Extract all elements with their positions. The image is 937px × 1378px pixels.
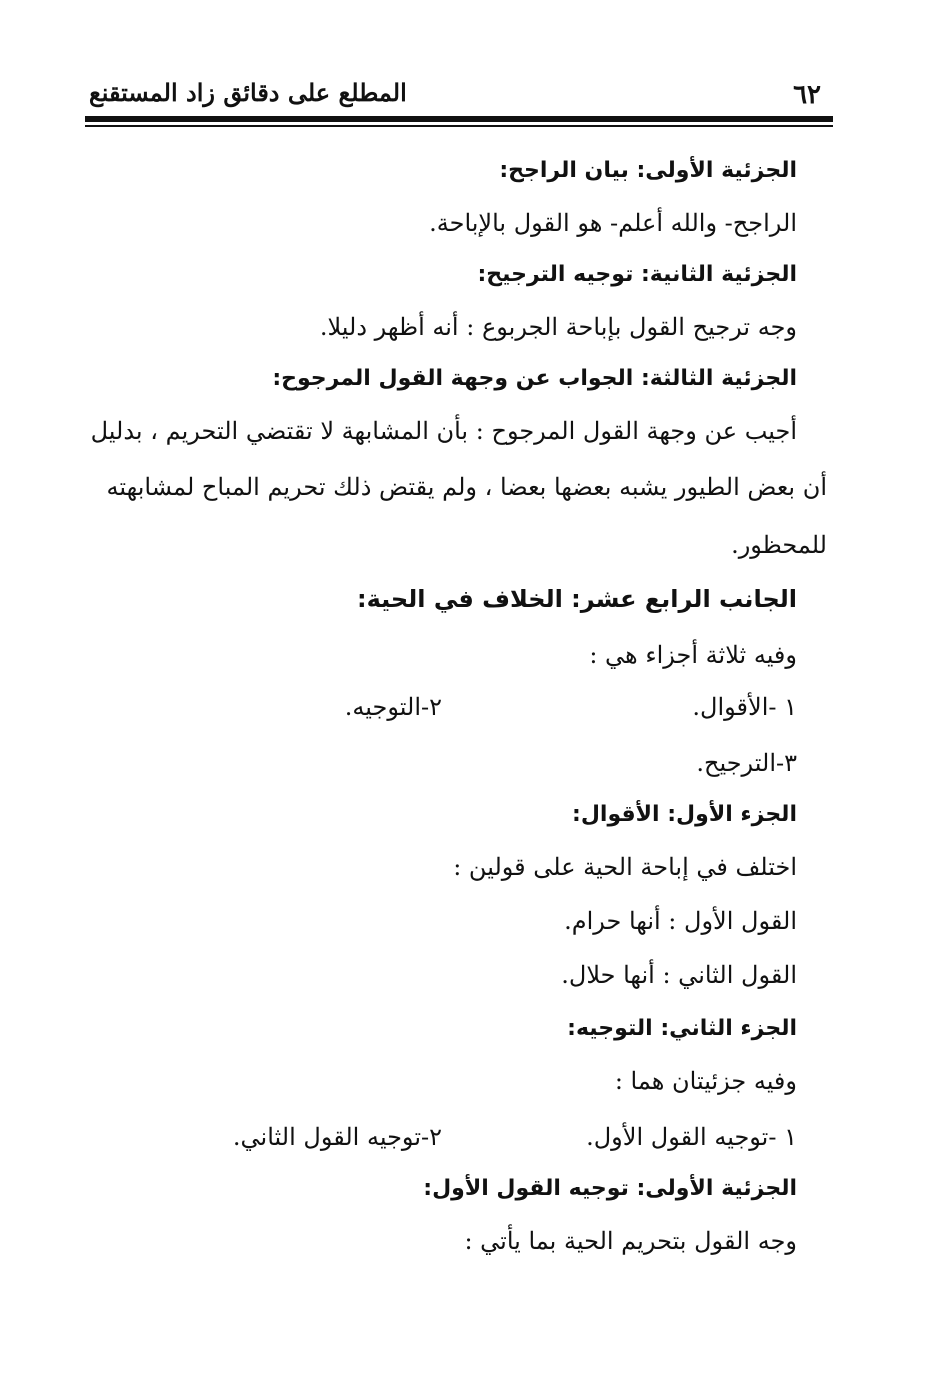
section-heading: الجانب الرابع عشر: الخلاف في الحية: xyxy=(356,585,797,613)
page-header xyxy=(85,70,833,116)
subheading: الجزء الثاني: التوجيه: xyxy=(567,1016,797,1041)
paragraph-line: وفيه ثلاثة أجزاء هي : xyxy=(589,641,797,669)
list-item: ٣-الترجيح. xyxy=(696,749,797,777)
page-number: ٦٢ xyxy=(793,80,821,110)
paragraph-line: للمحظور. xyxy=(731,531,827,559)
header-rule-thin xyxy=(85,125,833,127)
subheading: الجزئية الثانية: توجيه الترجيح: xyxy=(477,262,797,287)
list-item: ١ -توجيه القول الأول. xyxy=(586,1123,797,1151)
paragraph-line: الراجح- والله أعلم- هو القول بالإباحة. xyxy=(429,209,797,237)
subheading: الجزئية الثالثة: الجواب عن وجهة القول المرجوح: xyxy=(272,366,797,391)
list-item: ٢-التوجيه. xyxy=(344,693,442,721)
paragraph-line: أجيب عن وجهة القول المرجوح : بأن المشابهة لا تقتضي التحريم ، بدليل xyxy=(90,417,797,445)
paragraph-line: وفيه جزئيتان هما : xyxy=(614,1067,797,1095)
paragraph-line: أن بعض الطيور يشبه بعضها بعضا ، ولم يقتض ذلك تحريم المباح لمشابهته xyxy=(106,473,827,501)
paragraph-line: اختلف في إباحة الحية على قولين : xyxy=(453,853,797,881)
header-rule-thick xyxy=(85,116,833,122)
subheading: الجزئية الأولى: توجيه القول الأول: xyxy=(423,1176,797,1201)
paragraph-line: وجه ترجيح القول بإباحة الجربوع : أنه أظهر دليلا. xyxy=(319,313,797,341)
running-title: المطلع على دقائق زاد المستقنع xyxy=(89,78,407,107)
subheading: الجزئية الأولى: بيان الراجح: xyxy=(499,158,797,183)
subheading: الجزء الأول: الأقوال: xyxy=(572,802,797,827)
list-item: ٢-توجيه القول الثاني. xyxy=(232,1123,442,1151)
list-item: ١ -الأقوال. xyxy=(692,693,797,721)
paragraph-line: القول الأول : أنها حرام. xyxy=(564,907,797,935)
paragraph-line: القول الثاني : أنها حلال. xyxy=(561,961,797,989)
paragraph-line: وجه القول بتحريم الحية بما يأتي : xyxy=(464,1227,797,1255)
